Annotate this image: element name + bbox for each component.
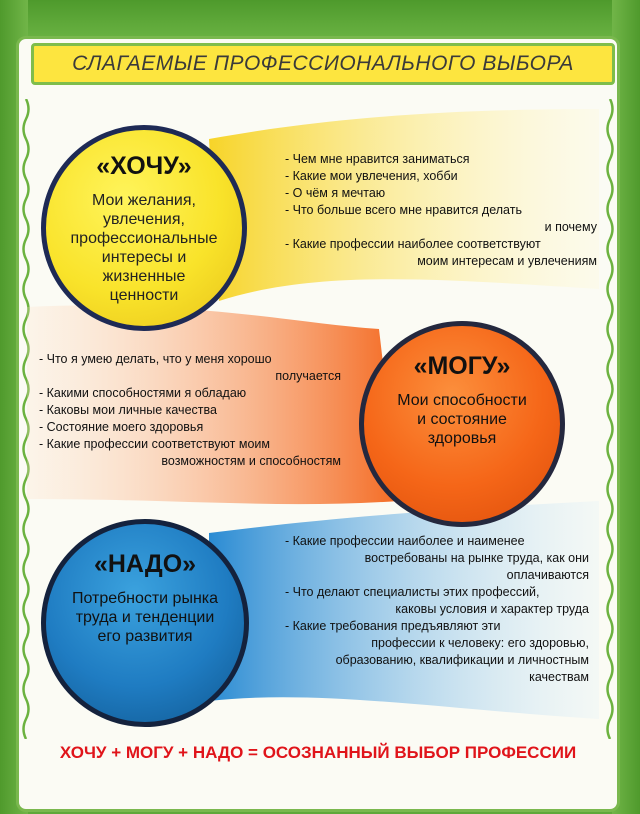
want-text-line: интересы и (101, 249, 187, 266)
can-item: - Состояние моего здоровья (39, 420, 204, 434)
need-item: - Какие требования предъявляют эти (285, 619, 501, 633)
need-heading: «НАДО» (93, 550, 197, 578)
can-list (39, 351, 341, 470)
can-heading: «МОГУ» (413, 352, 511, 380)
can-text-line: и состояние (417, 411, 507, 428)
can-text (397, 391, 527, 448)
need-item: востребованы на рынке труда, как они (364, 551, 589, 565)
need-item: - Какие профессии наиболее и наименее (285, 534, 525, 548)
can-text-line: здоровья (427, 430, 497, 447)
can-item: - Что я умею делать, что у меня хорошо (39, 352, 272, 366)
can-item: возможностям и способностям (161, 454, 341, 468)
can-item: - Какие профессии соответствуют моим (39, 437, 270, 451)
want-text-line: профессиональные (70, 230, 218, 247)
poster-panel (16, 36, 620, 812)
want-item: - Чем мне нравится заниматься (285, 152, 470, 166)
need-text (72, 589, 218, 646)
need-text-line: Потребности рынка (71, 590, 219, 607)
need-item: качествам (529, 670, 589, 684)
need-item: профессии к человеку: его здоровью, (371, 636, 589, 650)
want-text-line: Мои желания, (92, 192, 196, 209)
need-item: каковы условия и характер труда (395, 602, 589, 616)
can-circle (359, 321, 565, 527)
need-circle (41, 519, 249, 727)
want-item: моим интересам и увлечениям (417, 254, 597, 268)
need-list (285, 533, 589, 686)
poster-title: СЛАГАЕМЫЕ ПРОФЕССИОНАЛЬНОГО ВЫБОРА (72, 52, 574, 75)
want-text-line: жизненные (102, 268, 186, 285)
want-circle (41, 125, 247, 331)
need-text-line: труда и тенденции (75, 609, 215, 626)
can-item: - Какими способностями я обладаю (39, 386, 247, 400)
want-item: - О чём я мечтаю (285, 186, 386, 200)
can-text-line: Мои способности (397, 392, 527, 409)
need-item: - Что делают специалисты этих профессий, (285, 585, 540, 599)
footer-formula: ХОЧУ + МОГУ + НАДО = ОСОЗНАННЫЙ ВЫБОР ПРОФЕССИИ (59, 743, 577, 762)
want-item: - Какие мои увлечения, хобби (285, 169, 458, 183)
want-text-line: увлечения, (103, 211, 185, 228)
want-text-line: ценности (109, 287, 179, 304)
want-list (285, 151, 597, 270)
want-text (71, 191, 218, 305)
can-item: получается (275, 369, 341, 383)
want-heading: «ХОЧУ» (96, 152, 192, 180)
want-item: - Что больше всего мне нравится делать (285, 203, 522, 217)
can-item: - Каковы мои личные качества (39, 403, 217, 417)
need-text-line: его развития (97, 628, 193, 645)
want-item: - Какие профессии наиболее соответствуют (285, 237, 541, 251)
need-item: оплачиваются (506, 568, 589, 582)
want-item: и почему (544, 220, 597, 234)
need-item: образованию, квалификации и личностным (335, 653, 589, 667)
